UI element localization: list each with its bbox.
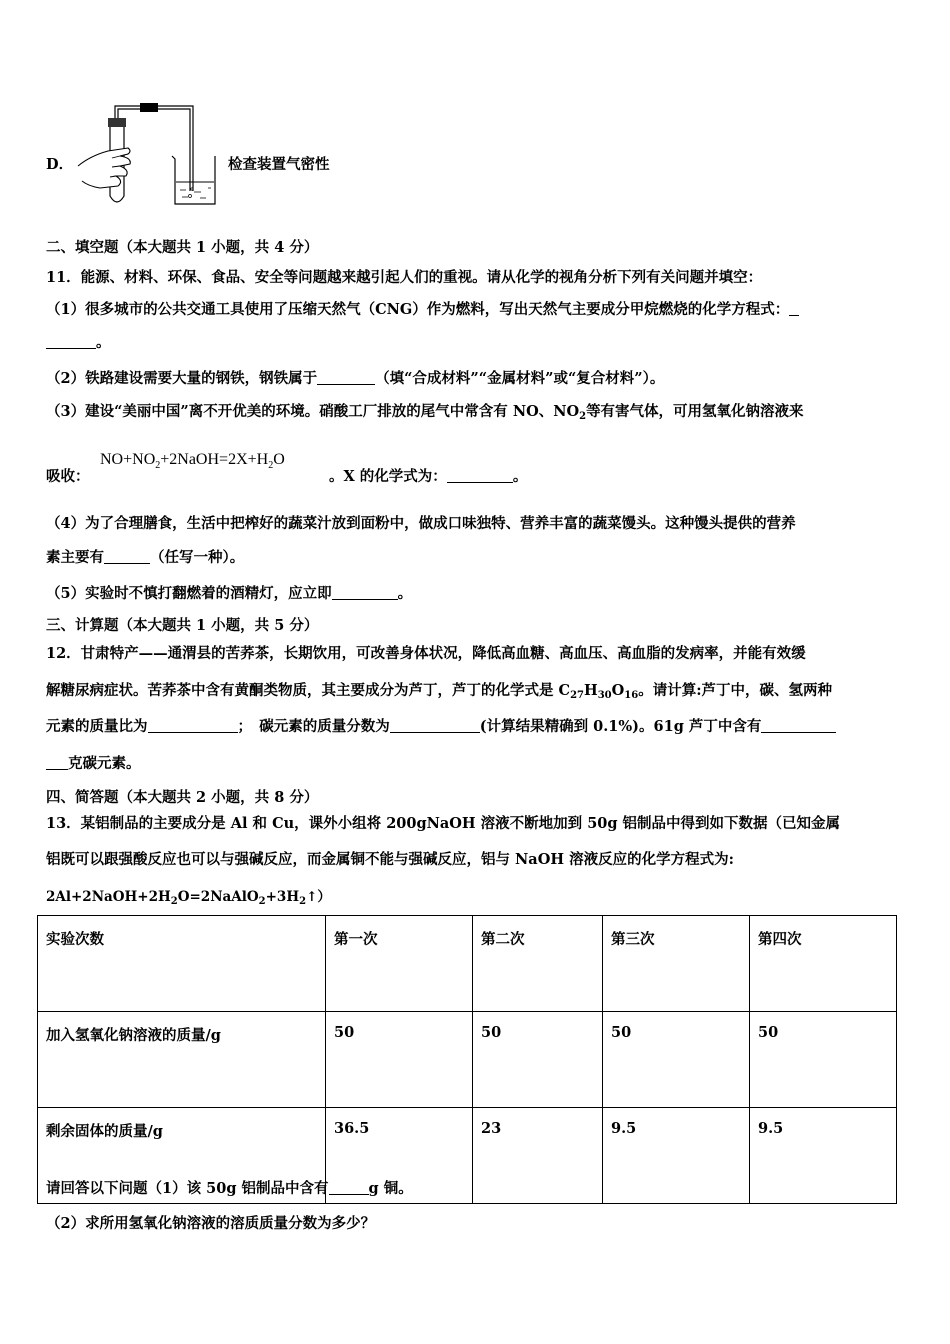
table-row — [38, 1012, 897, 1108]
q11-part4: （4）为了合理膳食，生活中把榨好的蔬菜汁放到面粉中，做成口味独特、营养丰富的蔬菜馒头。这种馒头提供的营养 — [46, 515, 796, 532]
table-cell: 9.5 — [603, 1108, 750, 1204]
answer-blank-copper[interactable] — [329, 1180, 369, 1195]
answer-blank-mass-a[interactable] — [761, 718, 836, 733]
answer-blank-1b[interactable] — [46, 334, 96, 349]
section4-heading: 四、简答题（本大题共 2 小题，共 8 分） — [46, 789, 319, 806]
table-cell: 50 — [750, 1012, 897, 1108]
table-cell: 50 — [603, 1012, 750, 1108]
answer-blank-ratio[interactable] — [148, 718, 238, 733]
q13-question2: （2）求所用氢氧化钠溶液的溶质质量分数为多少？ — [46, 1215, 376, 1232]
table-cell: 第三次 — [603, 916, 750, 1012]
q11-part3-label: 吸收： — [46, 468, 90, 485]
q11-part2: （2）铁路建设需要大量的钢铁，钢铁属于 （填“合成材料”“金属材料”或“复合材料”）。 — [46, 370, 665, 387]
table-cell: 23 — [473, 1108, 603, 1204]
airtightness-apparatus-figure — [70, 96, 225, 211]
reaction-equation: $NO+NO_2+2NaOH=2X+H_2O$ — [100, 451, 285, 471]
table-cell: 第一次 — [326, 916, 473, 1012]
option-d-letter: D． — [46, 156, 74, 173]
answer-blank-fraction[interactable] — [390, 718, 480, 733]
answer-blank-4[interactable] — [104, 549, 150, 564]
q11-intro: 11．能源、材料、环保、食品、安全等问题越来越引起人们的重视。请从化学的视角分析下列有关问题并填空： — [46, 269, 763, 286]
table-header-row — [38, 916, 897, 1012]
answer-blank-2[interactable] — [317, 370, 375, 385]
table-cell: 36.5 — [326, 1108, 473, 1204]
q12-line3: 元素的质量比为 ； 碳元素的质量分数为 (计算结果精确到 0.1%)。61g 芦丁中含有 — [46, 715, 836, 736]
answer-blank-3[interactable] — [447, 468, 513, 483]
answer-blank-1a[interactable] — [789, 301, 799, 316]
q13-equation: $2Al+2NaOH+2H_2O=2NaAlO_2+3H_2↑$） — [46, 889, 331, 907]
q11-part3-tail: 。X 的化学式为： 。 — [329, 468, 528, 485]
q11-part5: （5）实验时不慎打翻燃着的酒精灯，应立即 。 — [46, 585, 413, 602]
table-cell: 50 — [326, 1012, 473, 1108]
table-cell: 50 — [473, 1012, 603, 1108]
table-cell: 实验次数 — [38, 916, 326, 1012]
answer-blank-mass-b[interactable] — [46, 755, 68, 770]
q11-part3: （3）建设“美丽中国”离不开优美的环境。硝酸工厂排放的尾气中常含有 NO、$NO_2$等有害气体，可用氢氧化钠溶液来 — [46, 403, 804, 422]
table-cell: 加入氢氧化钠溶液的质量/g — [38, 1012, 326, 1108]
q12-line1: 12．甘肃特产——通渭县的苦荞茶，长期饮用，可改善身体状况，降低高血糖、高血压、高血脂的发病率，并能有效缓 — [46, 645, 806, 662]
table-cell: 第二次 — [473, 916, 603, 1012]
q13-line1: 13．某铝制品的主要成分是 Al 和 Cu，课外小组将 200gNaOH 溶液不断地加到 50g 铝制品中得到如下数据（已知金属 — [46, 815, 841, 832]
q12-line4: 克碳元素。 — [46, 752, 141, 773]
q12-line2: 解糖尿病症状。苦荞茶中含有黄酮类物质，其主要成分为芦丁，芦丁的化学式是 $C_{27}H_{30}O_{16}$。请计算:芦丁中，碳、氢两种 — [46, 682, 833, 701]
q11-part1-cont: 。 — [46, 331, 111, 352]
experiment-data-table — [37, 915, 897, 1204]
section3-heading: 三、计算题（本大题共 1 小题，共 5 分） — [46, 617, 319, 634]
q13-line2: 铝既可以跟强酸反应也可以与强碱反应，而金属铜不能与强碱反应，铝与 NaOH 溶液反应的化学方程式为: — [46, 851, 734, 868]
option-d-caption: 检查装置气密性 — [228, 156, 330, 173]
q11-part4-cont: 素主要有 （任写一种）。 — [46, 549, 245, 566]
table-cell: 剩余固体的质量/g — [38, 1108, 326, 1204]
table-cell: 9.5 — [750, 1108, 897, 1204]
answer-blank-5[interactable] — [332, 585, 398, 600]
table-cell: 第四次 — [750, 916, 897, 1012]
section2-heading: 二、填空题（本大题共 1 小题，共 4 分） — [46, 239, 319, 256]
q11-part1: （1）很多城市的公共交通工具使用了压缩天然气（CNG）作为燃料，写出天然气主要成分甲烷燃烧的化学方程式： — [46, 298, 799, 319]
q13-question1: 请回答以下问题（1）该 50g 铝制品中含有 g 铜。 — [46, 1180, 413, 1197]
